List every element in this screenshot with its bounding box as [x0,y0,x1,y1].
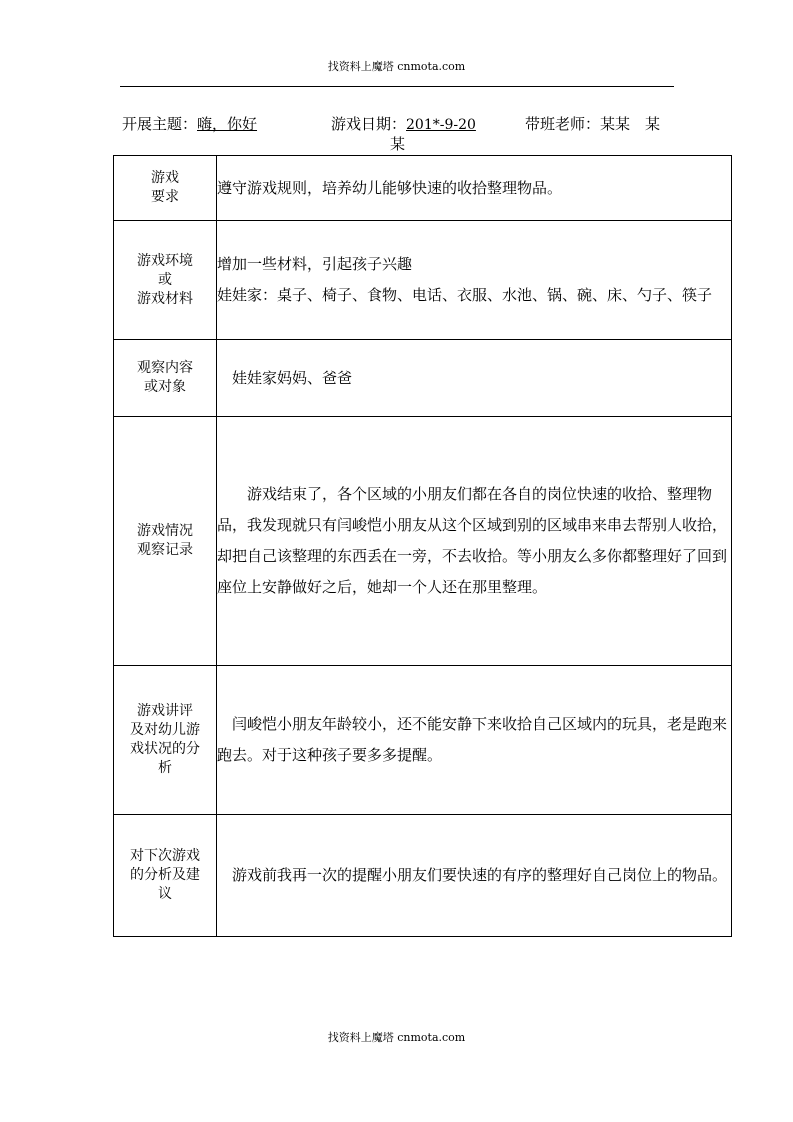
row-content-next-steps [217,815,732,937]
teacher-value: 某某 某 [600,115,661,133]
observation-table [113,155,732,937]
table-row [114,815,732,937]
row-label-evaluation [114,666,217,815]
label-line: 观察记录 [137,542,193,558]
topic-label: 开展主题： [122,115,198,133]
row-label-next-steps [114,815,217,937]
label-line: 议 [158,886,172,902]
header-rule [120,86,674,87]
label-line: 游戏材料 [137,290,193,307]
content-paragraph: 娃娃家：桌子、椅子、食物、电话、衣服、水池、锅、碗、床、勺子、筷子 [217,286,713,304]
label-line: 或对象 [144,379,186,395]
label-line: 析 [158,760,172,776]
label-line: 游戏情况 [137,523,193,539]
table-row [114,221,732,340]
label-line: 要求 [151,189,179,205]
teacher-value-continued: 某 [390,135,406,153]
header-watermark: 找资料上魔塔 cnmota.com [327,60,466,73]
row-content-requirements [217,156,732,221]
footer-watermark: 找资料上魔塔 cnmota.com [327,1031,466,1044]
date-value: 201*-9-20 [406,117,476,133]
label-line: 观察内容 [137,360,193,376]
date-field [331,114,476,135]
row-content-observation-record [217,417,732,666]
content-paragraph: 闫峻恺小朋友年龄较小，还不能安静下来收拾自己区域内的玩具，老是跑来跑去。对于这种孩子要多多提醒。 [217,715,728,764]
label-line: 游戏环境 [137,252,193,269]
label-line: 或 [158,271,172,288]
label-line: 游戏讲评 [137,703,193,719]
content-paragraph: 游戏结束了，各个区域的小朋友们都在各自的岗位快速的收拾、整理物品，我发现就只有闫峻恺小朋友从这个区域到别的区域串来串去帮别人收拾，却把自己该整理的东西丢在一旁，不去收拾。等小朋友么多你都整理好了回到座位上安静做好之后，她却一个人还在那里整理。 [217,485,728,596]
teacher-label: 带班老师： [525,115,601,133]
row-content-evaluation [217,666,732,815]
row-content-observation-target [217,340,732,417]
label-line: 戏状况的分 [130,741,200,757]
label-line: 对下次游戏 [130,848,200,864]
topic-field [122,114,257,134]
row-label-observation-target [114,340,217,417]
label-line: 游戏 [151,170,179,186]
table-row [114,666,732,815]
row-label-environment [114,221,217,340]
date-label: 游戏日期： [331,115,407,133]
row-content-environment [217,221,732,340]
table-row [114,156,732,221]
content-paragraph: 娃娃家妈妈、爸爸 [232,368,353,387]
table-row [114,417,732,666]
content-paragraph: 增加一些材料，引起孩子兴趣 [217,255,413,273]
label-line: 的分析及建 [130,867,200,883]
topic-value: 嗨，你好 [197,115,258,133]
label-line: 及对幼儿游 [130,722,200,738]
teacher-field [525,114,675,134]
row-label-observation-record [114,417,217,666]
row-label-requirements [114,156,217,221]
table-row [114,340,732,417]
content-paragraph: 游戏前我再一次的提醒小朋友们要快速的有序的整理好自己岗位上的物品。 [232,866,728,884]
content-paragraph: 遵守游戏规则，培养幼儿能够快速的收拾整理物品。 [217,178,563,197]
